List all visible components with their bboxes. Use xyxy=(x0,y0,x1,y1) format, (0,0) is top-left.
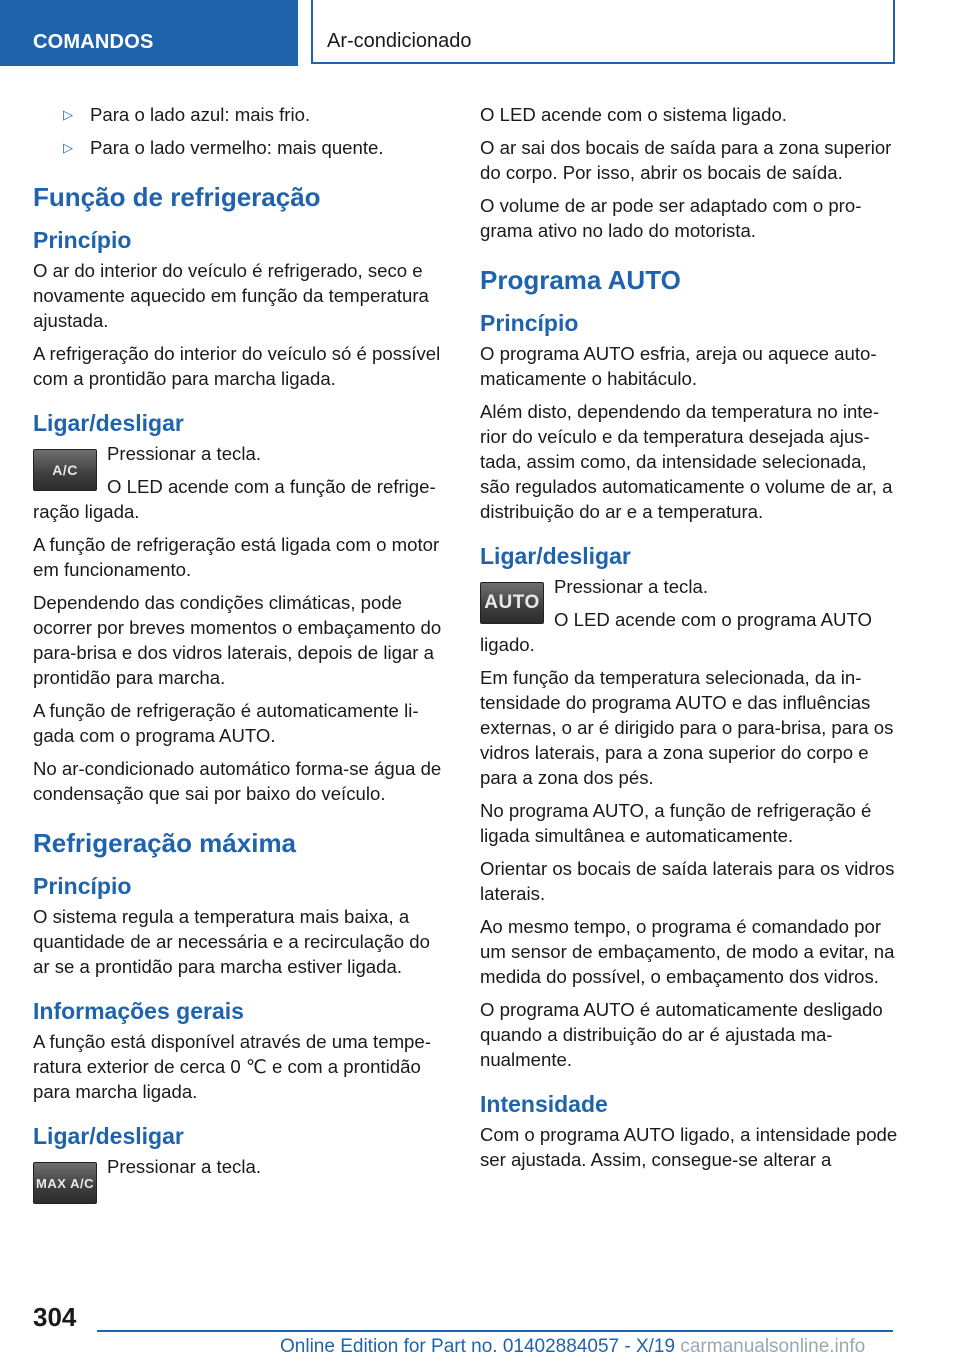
paragraph: O LED acende com a função de refrigeração ligada. xyxy=(33,476,436,522)
subsection-heading: Ligar/desligar xyxy=(33,410,184,436)
paragraph: O programa AUTO é automaticamente desligado quando a distribuição do ar é ajustada manualmente. xyxy=(480,999,883,1070)
paragraph: No ar-condicionado automático forma-se água de condensação que sai por baixo do veículo. xyxy=(33,758,442,804)
subsection-heading: Ligar/desligar xyxy=(33,1123,184,1149)
section-heading: Função de refrigeração xyxy=(33,182,321,212)
paragraph: Pressionar a tecla. xyxy=(107,1156,261,1177)
triangle-bullet-icon: ▷ xyxy=(63,140,73,155)
ac-button-icon: A/C xyxy=(33,449,97,491)
button-instruction xyxy=(480,574,898,665)
section-heading: Refrigeração máxima xyxy=(33,828,297,858)
right-column xyxy=(480,102,898,1180)
button-instruction xyxy=(33,441,451,532)
paragraph: Pressionar a tecla. xyxy=(107,443,261,464)
paragraph: A função está disponível através de uma temperatura exterior de cerca 0 ℃ e com a prontidão para marcha ligada. xyxy=(33,1031,431,1102)
chapter-title: Ar-condicionado xyxy=(311,0,895,64)
paragraph: Pressionar a tecla. xyxy=(554,576,708,597)
paragraph: No programa AUTO, a função de refrigeração é ligada simultânea e automaticamente. xyxy=(480,800,872,846)
paragraph: O sistema regula a temperatura mais baixa, a quantidade de ar necessária e a recirculação do ar se a prontidão para marcha estiver ligada. xyxy=(33,906,430,977)
triangle-bullet-icon: ▷ xyxy=(63,107,73,122)
subsection-heading: Princípio xyxy=(480,310,579,336)
page-number: 304 xyxy=(33,1302,77,1332)
paragraph: Além disto, dependendo da temperatura no interior do veículo e da temperatura desejada ajustada, assim como, da intensidade selecionada, são regulados automaticamente o volume de ar, a distribuição do ar e a temperatura. xyxy=(480,401,893,522)
max-ac-button-icon: MAX A/C xyxy=(33,1162,97,1204)
button-instruction xyxy=(33,1154,451,1208)
paragraph: A refrigeração do interior do veículo só é possível com a prontidão para marcha ligada. xyxy=(33,343,441,389)
edition-text: Online Edition for Part no. 01402884057 - X/19 xyxy=(280,1336,676,1357)
subsection-heading: Princípio xyxy=(33,873,132,899)
paragraph: O LED acende com o programa AUTO ligado. xyxy=(480,609,872,655)
paragraph: Ao mesmo tempo, o programa é comandado por um sensor de embaçamento, de modo a evitar, na medida do possível, o embaçamento dos vidros. xyxy=(480,916,895,987)
footer-edition xyxy=(280,1336,865,1358)
paragraph: O volume de ar pode ser adaptado com o programa ativo no lado do motorista. xyxy=(480,195,862,241)
list-item xyxy=(33,102,451,127)
subsection-heading: Ligar/desligar xyxy=(480,543,631,569)
subsection-heading: Intensidade xyxy=(480,1091,608,1117)
paragraph: A função de refrigeração está ligada com o motor em funcionamento. xyxy=(33,534,440,580)
subsection-heading: Informações gerais xyxy=(33,998,244,1024)
paragraph: Dependendo das condições climáticas, pode ocorrer por breves momentos o embaçamento do para-brisa e dos vidros laterais, depois de ligar a prontidão para marcha. xyxy=(33,592,442,688)
watermark-text: carmanualsonline.info xyxy=(680,1336,866,1357)
paragraph: Com o programa AUTO ligado, a intensidade pode ser ajustada. Assim, consegue-se alterar a xyxy=(480,1124,898,1170)
footer-divider xyxy=(97,1330,893,1332)
paragraph: O ar do interior do veículo é refrigerado, seco e novamente aquecido em função da temperatura ajustada. xyxy=(33,260,429,331)
left-column xyxy=(33,102,451,1208)
subsection-heading: Princípio xyxy=(33,227,132,253)
paragraph: Orientar os bocais de saída laterais para os vidros laterais. xyxy=(480,858,895,904)
paragraph: O LED acende com o sistema ligado. xyxy=(480,104,787,125)
list-item-text: Para o lado vermelho: mais quente. xyxy=(90,137,384,158)
paragraph: O programa AUTO esfria, areja ou aquece automaticamente o habitáculo. xyxy=(480,343,877,389)
list-item-text: Para o lado azul: mais frio. xyxy=(90,104,311,125)
list-item xyxy=(33,135,451,160)
paragraph: O ar sai dos bocais de saída para a zona superior do corpo. Por isso, abrir os bocais de saída. xyxy=(480,137,892,183)
auto-button-icon: AUTO xyxy=(480,582,544,624)
section-heading: Programa AUTO xyxy=(480,265,681,295)
paragraph: Em função da temperatura selecionada, da intensidade do programa AUTO e das influências externas, o ar é dirigido para o para-brisa, para os vidros laterais, para a zona superior do corpo e para a zona dos pés. xyxy=(480,667,894,788)
paragraph: A função de refrigeração é automaticamente ligada com o programa AUTO. xyxy=(33,700,419,746)
section-tab: COMANDOS xyxy=(0,0,298,66)
